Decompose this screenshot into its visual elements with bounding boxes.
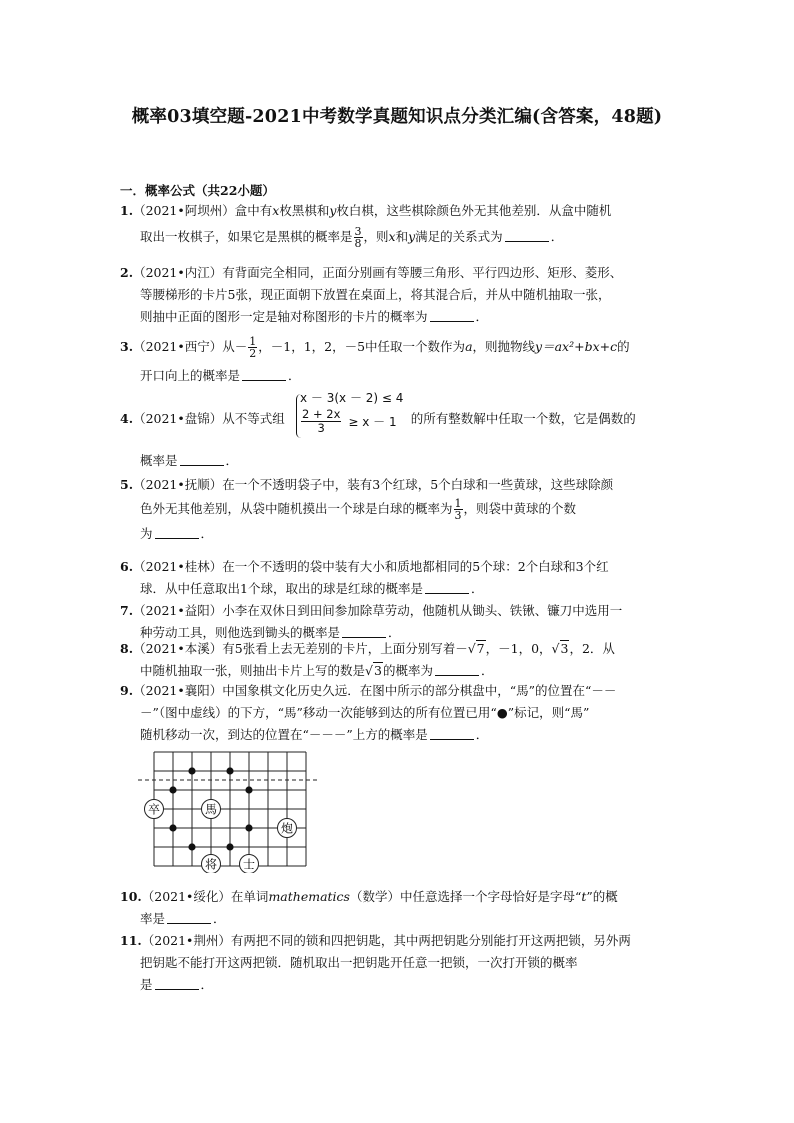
answer-blank[interactable] (435, 663, 479, 676)
question-3: 3.（2021•西宁）从－ $\frac{1}{2}$ ，－1，1，2，－5中任取一个数作为a，则抛物线y＝ax²+bx+c的 开口向上的概率是 ． (120, 335, 630, 383)
question-9: 9.（2021•襄阳）中国象棋文化历史久远．在图中所示的部分棋盘中，“馬”的位置在“－－ －”（图中虚线）的下方，“馬”移动一次能够到达的所有位置已用“●”标记，则“馬” 随机移动一次，到达的位置在“－－－”上方的概率是 ． (120, 683, 617, 742)
document-title: 概率03填空题-2021中考数学真题知识点分类汇编(含答案，48题) (131, 107, 663, 127)
answer-blank[interactable] (430, 309, 474, 322)
question-number: 5. (120, 477, 134, 492)
sqrt: √7 (467, 641, 485, 656)
reachable-mark (226, 843, 233, 850)
answer-blank[interactable] (242, 368, 286, 381)
chess-piece-shi (240, 855, 259, 874)
question-number: 2. (120, 265, 134, 280)
sqrt: √3 (551, 641, 569, 656)
svg-text:卒: 卒 (147, 802, 161, 817)
question-2: 2.（2021•内江）有背面完全相同，正面分别画有等腰三角形、平行四边形、矩形、菱形、 等腰梯形的卡片5张，现正面朝下放置在桌面上，将其混合后，并从中随机抽取一张， 则抽中正面的图形一定是轴对称图形的卡片的概率为 ． (120, 265, 623, 324)
answer-blank[interactable] (155, 977, 199, 990)
question-number: 7. (120, 603, 134, 618)
question-number: 11. (120, 933, 142, 948)
reachable-mark (169, 824, 176, 831)
chess-piece-jiang (202, 855, 221, 874)
question-4: 4.（2021•盘锦）从不等式组 的所有整数解中任取一个数，它是偶数的 概率是 ． (120, 411, 636, 468)
answer-blank[interactable] (425, 581, 469, 594)
chess-piece-pao (278, 819, 297, 838)
question-number: 9. (120, 683, 134, 698)
answer-blank[interactable] (342, 625, 386, 638)
sqrt: √3 (365, 663, 382, 678)
fraction: $\frac{1}{3}$ (454, 497, 462, 522)
question-7: 7.（2021•益阳）小李在双休日到田间参加除草劳动，他随机从锄头、铁锹、镰刀中选用一 种劳动工具，则他选到锄头的概率是 ． (120, 603, 623, 640)
answer-blank[interactable] (155, 526, 199, 539)
question-number: 3. (120, 339, 134, 354)
answer-blank[interactable] (430, 727, 474, 740)
question-number: 8. (120, 641, 134, 656)
answer-blank[interactable] (505, 229, 549, 242)
question-11: 11.（2021•荆州）有两把不同的锁和四把钥匙，其中两把钥匙分别能打开这两把锁，另外两 把钥匙不能打开这两把锁．随机取出一把钥匙开任意一把锁，一次打开锁的概率 是 ． (120, 933, 631, 992)
chess-piece-ma (202, 800, 221, 819)
inequality-system: x － 3(x － 2) ≤ 4 $\frac{2 + 2x}{3}$ ≥ x － 1 (300, 391, 404, 435)
question-number: 1. (120, 203, 134, 218)
question-number: 10. (120, 889, 142, 904)
svg-text:士: 士 (242, 857, 256, 872)
fraction: $\frac{3}{8}$ (354, 225, 362, 250)
reachable-mark (188, 767, 195, 774)
chess-piece-zu (145, 800, 164, 819)
question-10: 10.（2021•绥化）在单词mathematics（数学）中任意选择一个字母恰好是字母“t”的概 率是 ． (120, 889, 618, 926)
section-heading: 一．概率公式（共22小题） (120, 183, 275, 198)
reachable-mark (188, 843, 195, 850)
svg-text:炮: 炮 (280, 821, 294, 836)
reachable-mark (169, 786, 176, 793)
question-number: 4. (120, 411, 134, 426)
question-6: 6.（2021•桂林）在一个不透明的袋中装有大小和质地都相同的5个球：2个白球和3个红 球．从中任意取出1个球，取出的球是红球的概率是 ． (120, 559, 609, 596)
question-number: 6. (120, 559, 134, 574)
reachable-mark (245, 786, 252, 793)
svg-text:馬: 馬 (204, 802, 218, 817)
question-5: 5.（2021•抚顺）在一个不透明袋子中，装有3个红球，5个白球和一些黄球，这些球除颜 色外无其他差别，从袋中随机摸出一个球是白球的概率为 $\frac{1}{3}$ ，则袋中黄球的个数 为 ． (120, 477, 614, 541)
chess-board-figure (136, 748, 326, 873)
answer-blank[interactable] (167, 911, 211, 924)
answer-blank[interactable] (180, 453, 224, 466)
reachable-mark (245, 824, 252, 831)
svg-text:将: 将 (204, 857, 218, 872)
question-8: 8.（2021•本溪）有5张看上去无差别的卡片，上面分别写着－√7，－1，0，√3，2．从 中随机抽取一张，则抽出卡片上写的数是√3的概率为 ． (120, 638, 680, 682)
question-1: 1.（2021•阿坝州）盒中有x枚黑棋和y枚白棋，这些棋除颜色外无其他差别．从盒中随机 取出一枚棋子，如果它是黑棋的概率是 $\frac{3}{8}$ ，则x和y满足的关系式为 ． (120, 203, 612, 250)
fraction: $\frac{1}{2}$ (249, 335, 257, 360)
reachable-mark (226, 767, 233, 774)
